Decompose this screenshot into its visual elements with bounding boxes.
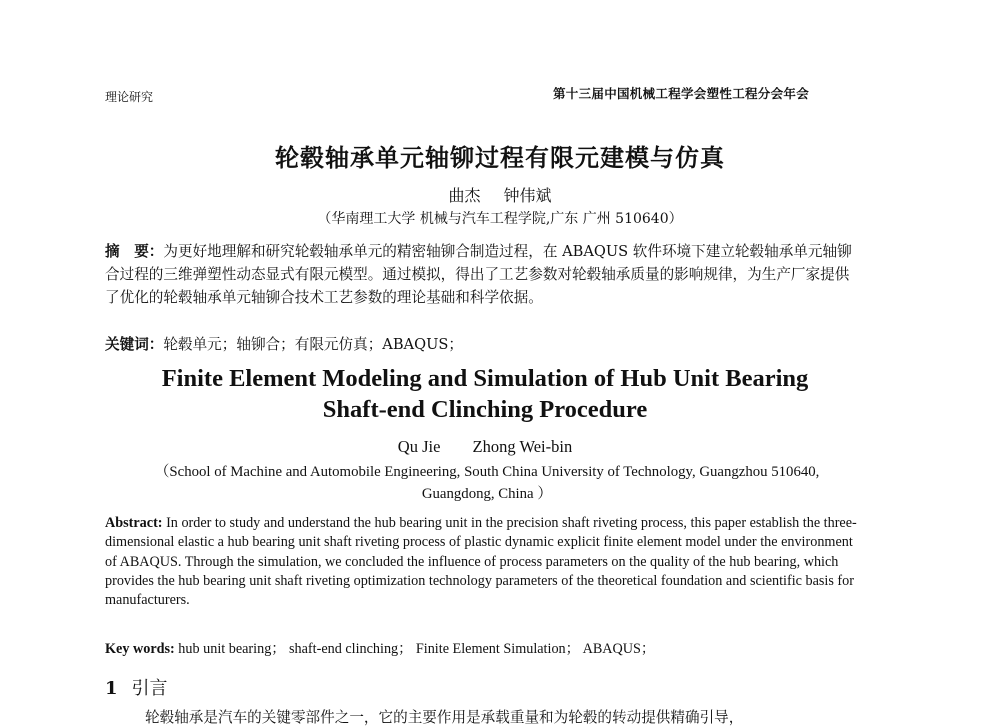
author-2-en: Zhong Wei-bin [472,437,573,456]
chinese-title: 轮毂轴承单元轴铆过程有限元建模与仿真 [275,143,725,172]
english-authors [0,437,970,457]
section-title: 引言 [131,678,168,699]
english-keywords [105,638,865,658]
chinese-authors [0,183,1000,206]
header-section-label: 理论研究 [105,90,154,104]
section-heading [105,674,168,700]
chinese-keywords-text: 轮毂单元；轴铆合；有限元仿真；ABAQUS； [163,336,463,353]
chinese-abstract-text: 为更好地理解和研究轮毂轴承单元的精密轴铆合制造过程，在 ABAQUS 软件环境下建立轮毂轴承单元轴铆合过程的三维弹塑性动态显式有限元模型。通过模拟，得出了工艺参数对轮毂轴承质量的影响规律，为生产厂家提供了优化的轮毂轴承单元轴铆合技术工艺参数的理论基础和科学依据。 [105,243,852,306]
english-abstract-label: Abstract: [105,515,163,531]
english-keywords-text: hub unit bearing； shaft-end clinching； Finite Element Simulation； ABAQUS； [174,641,656,657]
english-title-line-1: Finite Element Modeling and Simulation of Hub Unit Bearing [161,365,809,392]
english-abstract [105,514,857,610]
author-1-en: Qu Jie [397,437,441,456]
english-title [0,363,970,425]
chinese-affiliation: （华南理工大学 机械与汽车工程学院,广东 广州 510640） [317,211,683,227]
chinese-keywords-label: 关键词： [105,336,164,353]
section-number: 1 [105,678,118,699]
chinese-keywords [105,333,860,354]
author-2-cn: 钟伟斌 [503,186,552,205]
author-1-cn: 曲杰 [448,186,481,205]
english-affiliation: （School of Machine and Automobile Engineering, South China University of Technology, Guangzhou 510640, Guangdong, China ） [154,464,820,502]
chinese-abstract-label: 摘 要： [105,243,164,260]
english-abstract-text: In order to study and understand the hub bearing unit in the precision shaft riveting process, this paper establish the three-dimensional elastic a hub bearing unit shaft riveting process of plastic dynamic explicit finite element model under the environment of ABAQUS. Through the simulation, we concluded the influence of process parameters on the quality of the hub bearing, which provides the hub bearing unit shaft riveting optimization technology parameters of the theoretical foundation and scientific basis for manufacturers. [105,515,857,609]
chinese-abstract [105,240,860,309]
english-keywords-label: Key words: [105,641,175,657]
header-conference: 第十三届中国机械工程学会塑性工程分会年会 [553,86,810,101]
english-title-line-2: Shaft-end Clinching Procedure [322,396,648,423]
intro-paragraph: 轮毂轴承是汽车的关键零部件之一，它的主要作用是承载重量和为轮毂的转动提供精确引导， [145,709,744,726]
